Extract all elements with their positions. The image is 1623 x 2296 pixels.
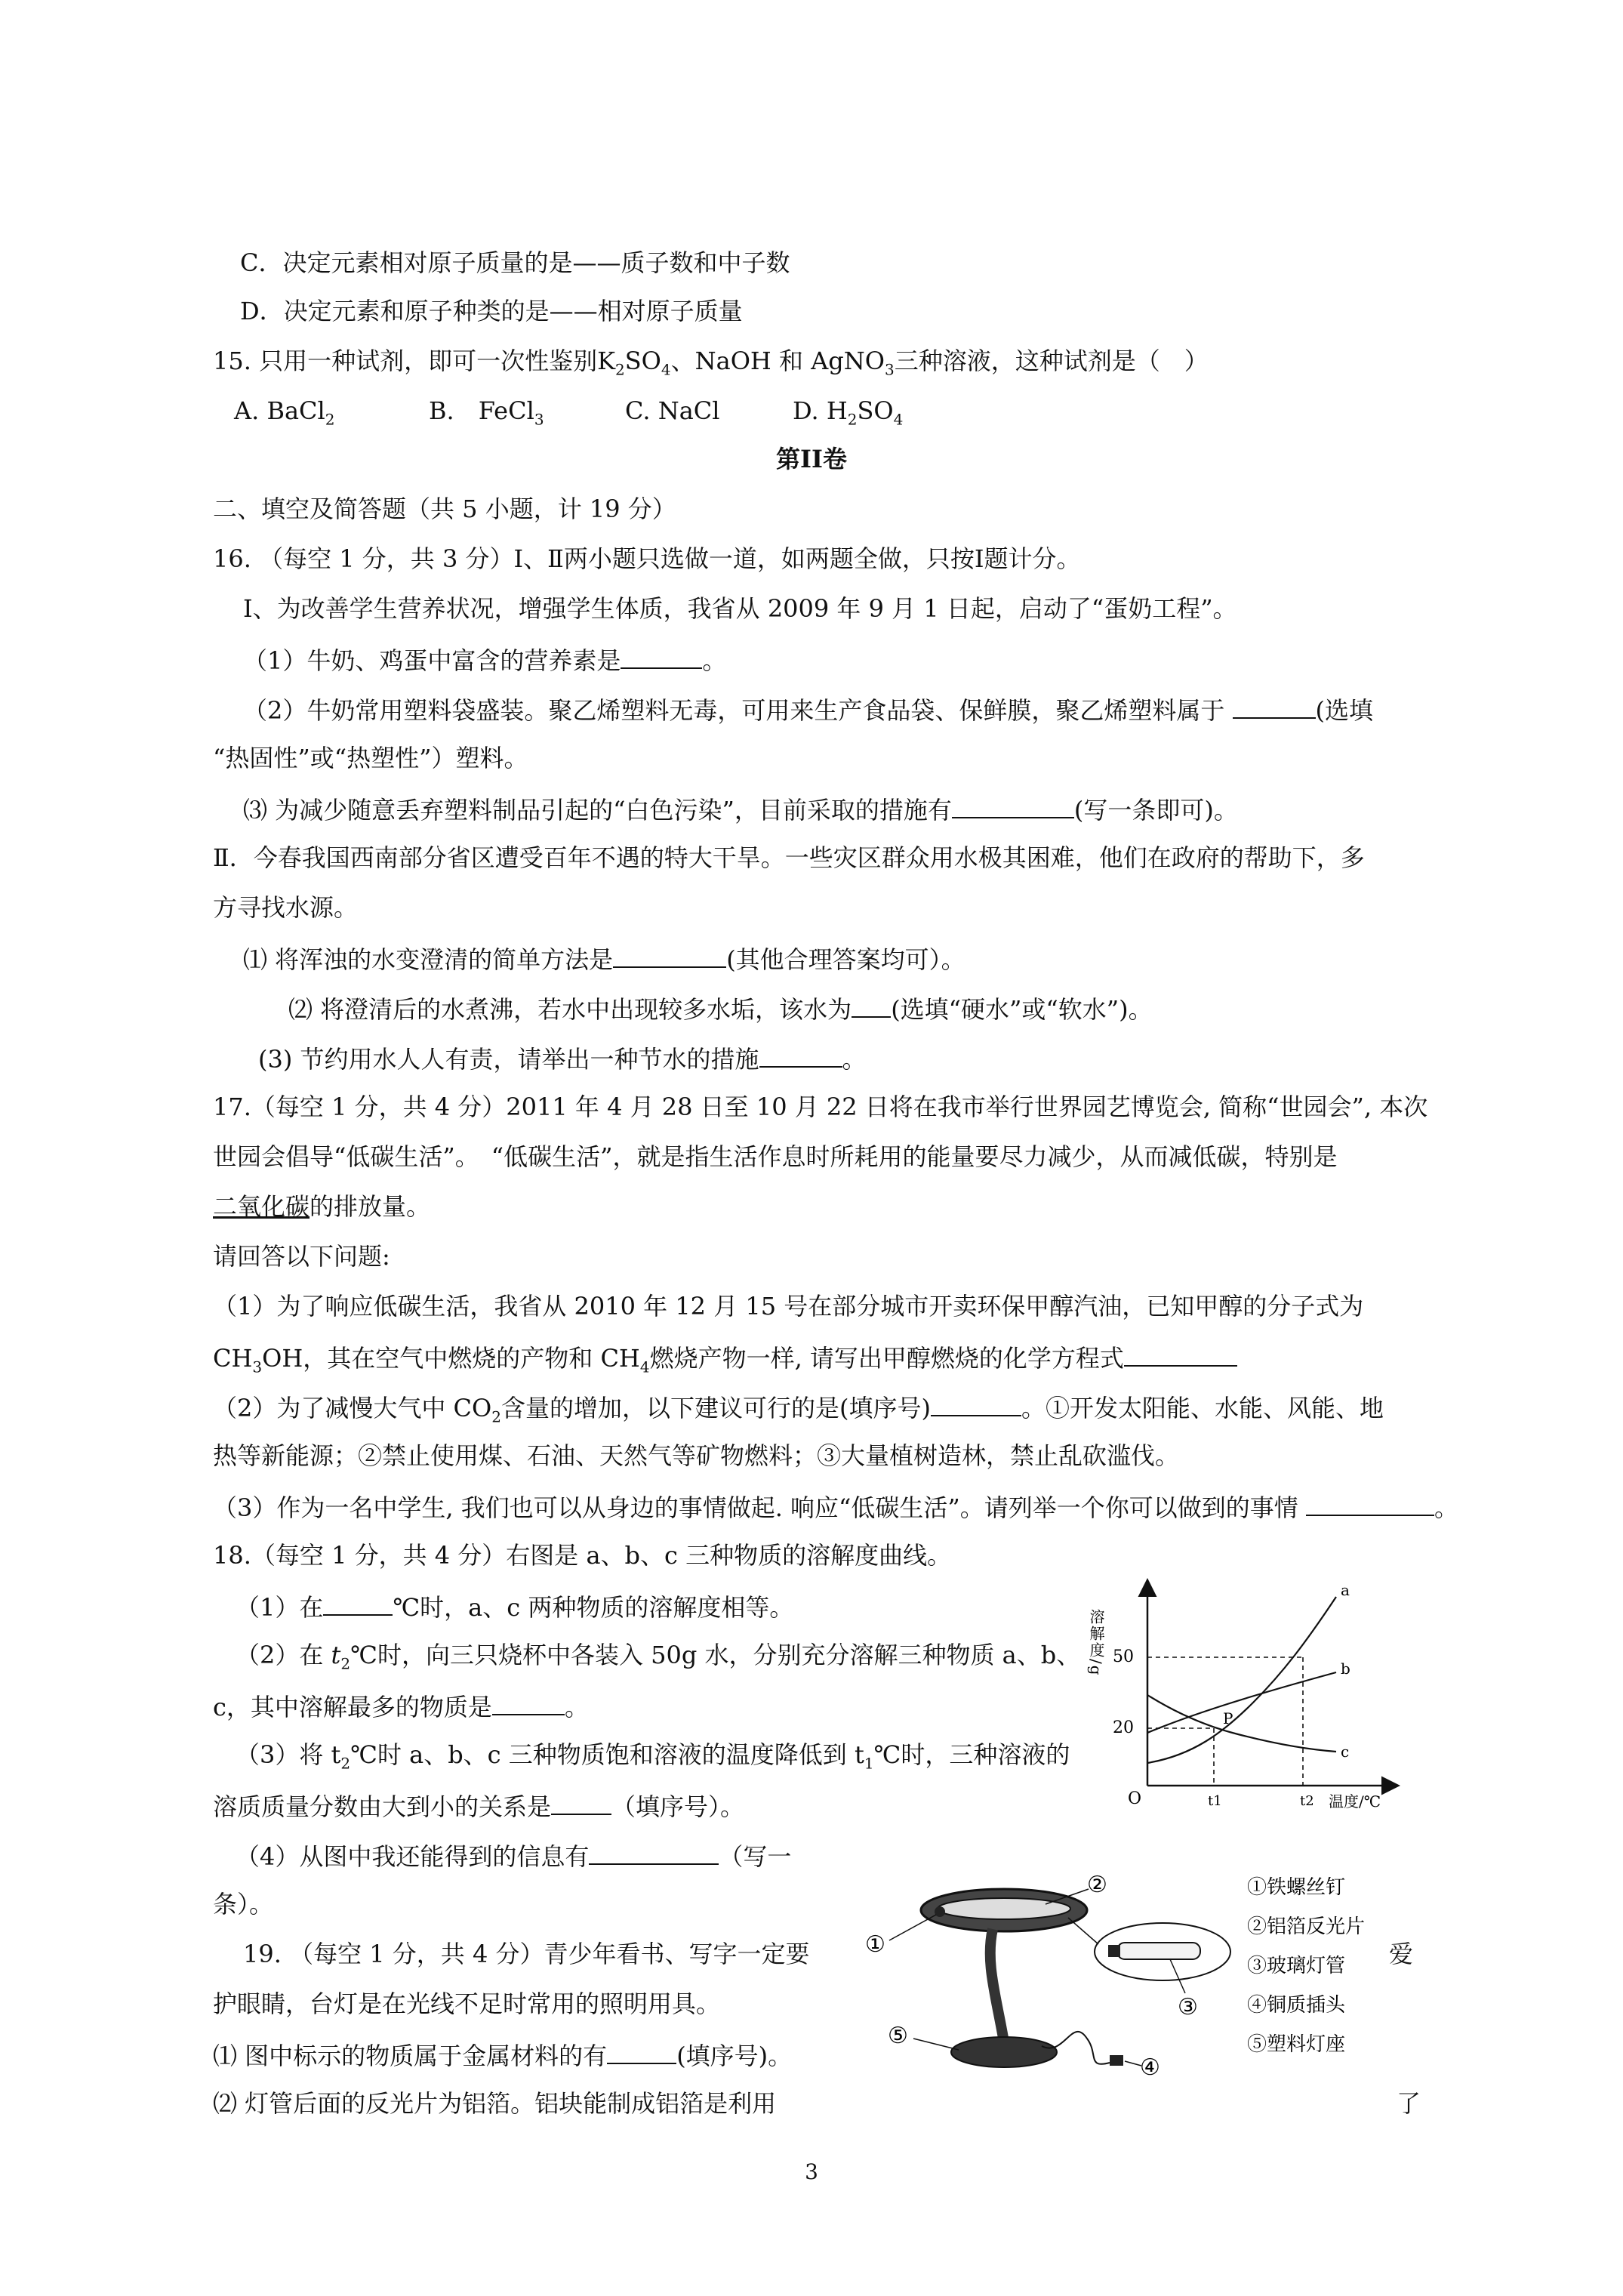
legend-item-1: ①铁螺丝钉 — [1247, 1876, 1346, 1899]
callout-line — [1068, 1918, 1098, 1944]
answer-blank[interactable] — [613, 941, 726, 968]
question-19: 19. （每空 1 分，共 4 分）青少年看书、写字一定要 — [243, 1940, 810, 1968]
lamp-base — [951, 2037, 1057, 2067]
q16-part2-item3: (3) 节约用水人人有责，请举出一种节水的措施 。 — [258, 1040, 867, 1076]
q16-part1-item2-cont: “热固性”或“热塑性”）塑料。 — [213, 744, 528, 772]
legend-item-4: ④铜质插头 — [1247, 1994, 1346, 2017]
option-15a: A. BaCl$_2$ — [234, 396, 335, 429]
q16-part2-intro: Ⅱ．今春我国西南部分省区遭受百年不遇的特大干旱。一些灾区群众用水极其困难，他们在政府的帮助下，多 — [213, 843, 1365, 872]
question-19-cont: 护眼睛，台灯是在光线不足时常用的照明用具。 — [213, 1989, 721, 2018]
answer-blank[interactable] — [1233, 692, 1316, 719]
q16-part2-item2: ⑵ 将澄清后的水煮沸，若水中出现较多水垢，该水为 (选填“硬水”或“软水”)。 — [288, 991, 1153, 1026]
x-tick-t2: t2 — [1300, 1793, 1314, 1809]
q18-item2: （2）在 $t_2℃$时，向三只烧杯中各装入 50g 水，分别充分溶解三种物质 a、b、 — [236, 1641, 1081, 1673]
curve-b — [1147, 1672, 1336, 1733]
legend-item-5: ⑤塑料灯座 — [1247, 2033, 1346, 2056]
q18-item1: （1）在 ℃时，a、c 两种物质的溶解度相等。 — [236, 1589, 793, 1624]
q19-item2-tail: 了 — [1397, 2089, 1421, 2118]
intersection-label: P — [1223, 1709, 1233, 1727]
q18-item4-cont: 条）。 — [213, 1890, 274, 1918]
answer-blank[interactable] — [1306, 1489, 1434, 1516]
question-17-cont: 世园会倡导“低碳生活”。 “低碳生活”，就是指生活作息时所耗用的能量要尽力减少，从而减低碳，特别是 — [213, 1142, 1338, 1171]
tube-socket — [1108, 1945, 1120, 1957]
q19-item1: ⑴ 图中标示的物质属于金属材料的有 (填序号)。 — [213, 2037, 792, 2073]
answer-blank[interactable] — [323, 1589, 393, 1616]
q17-item3: （3）作为一名中学生, 我们也可以从身边的事情做起. 响应“低碳生活”。请列举一个你可以做到的事情 。 — [213, 1489, 1458, 1524]
marker-3: ③ — [1178, 1994, 1198, 2020]
answer-blank[interactable] — [621, 642, 702, 669]
answer-blank[interactable] — [589, 1838, 719, 1865]
desk-lamp-figure — [861, 1865, 1389, 2084]
lamp-neck — [990, 1929, 1004, 2042]
marker-1-line — [889, 1915, 936, 1940]
q16-part2-item1: ⑴ 将浑浊的水变澄清的简单方法是 (其他合理答案均可）。 — [243, 941, 965, 976]
legend-item-2: ②铝箔反光片 — [1247, 1915, 1366, 1938]
answer-blank[interactable] — [492, 1688, 565, 1715]
answer-blank[interactable] — [607, 2037, 676, 2064]
x-tick-t1: t1 — [1208, 1793, 1222, 1809]
answer-blank[interactable] — [551, 1788, 611, 1815]
x-axis-label: 温度/℃ — [1329, 1792, 1381, 1811]
q16-part2-intro-cont: 方寻找水源。 — [213, 893, 359, 922]
answer-blank[interactable] — [1124, 1339, 1237, 1367]
q17-item1: （1）为了响应低碳生活，我省从 2010 年 12 月 15 号在部分城市开卖环保甲醇汽油，已知甲醇的分子式为 — [213, 1292, 1364, 1321]
q17-item2: （2）为了减慢大气中 $CO_2$含量的增加，以下建议可行的是(填序号) 。①开发太阳能、水能、风能、地 — [213, 1389, 1384, 1433]
marker-2: ② — [1087, 1872, 1107, 1898]
curve-label-c: c — [1341, 1743, 1350, 1761]
section-heading: 二、填空及简答题（共 5 小题，计 19 分） — [213, 495, 676, 523]
curve-c — [1147, 1695, 1336, 1752]
marker-4: ④ — [1140, 2054, 1160, 2081]
y-axis-label: 溶解度/g — [1087, 1609, 1105, 1677]
question-16: 16. （每空 1 分，共 3 分）Ⅰ、Ⅱ两小题只选做一道，如两题全做，只按Ⅰ题计分。 — [213, 544, 1081, 573]
question-17: 17.（每空 1 分，共 4 分）2011 年 4 月 28 日至 10 月 22 日将在我市举行世界园艺博览会, 简称“世园会”, 本次 — [213, 1093, 1428, 1121]
marker-4-line — [1125, 2061, 1141, 2066]
option-15c: C. NaCl — [625, 396, 720, 425]
question-18: 18.（每空 1 分，共 4 分）右图是 a、b、c 三种物质的溶解度曲线。 — [213, 1541, 952, 1570]
marker-5: ⑤ — [888, 2023, 908, 2049]
marker-5-line — [913, 2039, 959, 2050]
q17-prompt: 请回答以下问题: — [213, 1242, 390, 1271]
option-15d: D. $H_2SO_4$ — [793, 396, 904, 429]
origin-label: O — [1128, 1789, 1142, 1808]
question-15: 15. 只用一种试剂，即可一次性鉴别$K_2SO_4$、NaOH 和 AgNO$_3$三种溶液，这种试剂是（ ） — [213, 347, 1209, 379]
curve-label-b: b — [1341, 1660, 1350, 1678]
answer-blank[interactable] — [931, 1389, 1021, 1416]
y-tick-50: 50 — [1113, 1647, 1134, 1666]
q19-item2: ⑵ 灯管后面的反光片为铝箔。铝块能制成铝箔是利用 — [213, 2089, 777, 2118]
answer-blank[interactable] — [759, 1040, 842, 1068]
q16-part1-item1: （1）牛奶、鸡蛋中富含的营养素是 。 — [243, 642, 726, 677]
q16-part1-item2: （2）牛奶常用塑料袋盛装。聚乙烯塑料无毒，可用来生产食品袋、保鲜膜，聚乙烯塑料属于 (选填 — [243, 692, 1373, 727]
curve-label-a: a — [1341, 1581, 1350, 1599]
solubility-curve-figure — [1079, 1552, 1412, 1823]
answer-blank[interactable] — [952, 791, 1074, 818]
q17-item2-cont: 热等新能源；②禁止使用煤、石油、天然气等矿物燃料；③大量植树造林，禁止乱砍滥伐。 — [213, 1441, 1180, 1470]
q18-item3: （3）将 $t_2℃$时 a、b、c 三种物质饱和溶液的温度降低到 $t_1℃$时，三种溶液的 — [236, 1740, 1070, 1773]
page-number: 3 — [805, 2159, 818, 2184]
plug — [1110, 2055, 1123, 2066]
glass-tube — [1117, 1943, 1200, 1959]
y-tick-20: 20 — [1113, 1718, 1134, 1737]
q18-item4: （4）从图中我还能得到的信息有 （写一 — [236, 1838, 791, 1873]
option-14d: D．决定元素和原子种类的是——相对原子质量 — [240, 297, 743, 325]
answer-blank[interactable] — [852, 991, 891, 1018]
q16-part1-intro: Ⅰ、为改善学生营养状况，增强学生体质，我省从 2009 年 9 月 1 日起，启动了“蛋奶工程”。 — [243, 594, 1237, 623]
legend-item-3: ③玻璃灯管 — [1247, 1955, 1346, 1977]
question-17-cont2: 二氧化碳的排放量。 — [213, 1192, 431, 1221]
question-19-tail: 爱 — [1389, 1940, 1414, 1968]
screw — [935, 1906, 945, 1917]
option-15b: B. FeCl$_3$ — [429, 396, 544, 429]
q18-item2-cont: c，其中溶解最多的物质是 。 — [213, 1688, 589, 1724]
reflector — [938, 1898, 1070, 1919]
option-14c: C．决定元素相对原子质量的是——质子数和中子数 — [240, 248, 790, 277]
section-title: 第II卷 — [776, 445, 847, 473]
marker-1: ① — [865, 1931, 885, 1958]
q16-part1-item3: ⑶ 为减少随意丢弃塑料制品引起的“白色污染”，目前采取的措施有 (写一条即可)。 — [243, 791, 1238, 827]
q17-item1-cont: $CH_3OH$，其在空气中燃烧的产物和 $CH_4$燃烧产物一样, 请写出甲醇燃烧的化学方程式 — [213, 1339, 1237, 1383]
q18-item3-cont: 溶质质量分数由大到小的关系是 （填序号）。 — [213, 1788, 744, 1823]
